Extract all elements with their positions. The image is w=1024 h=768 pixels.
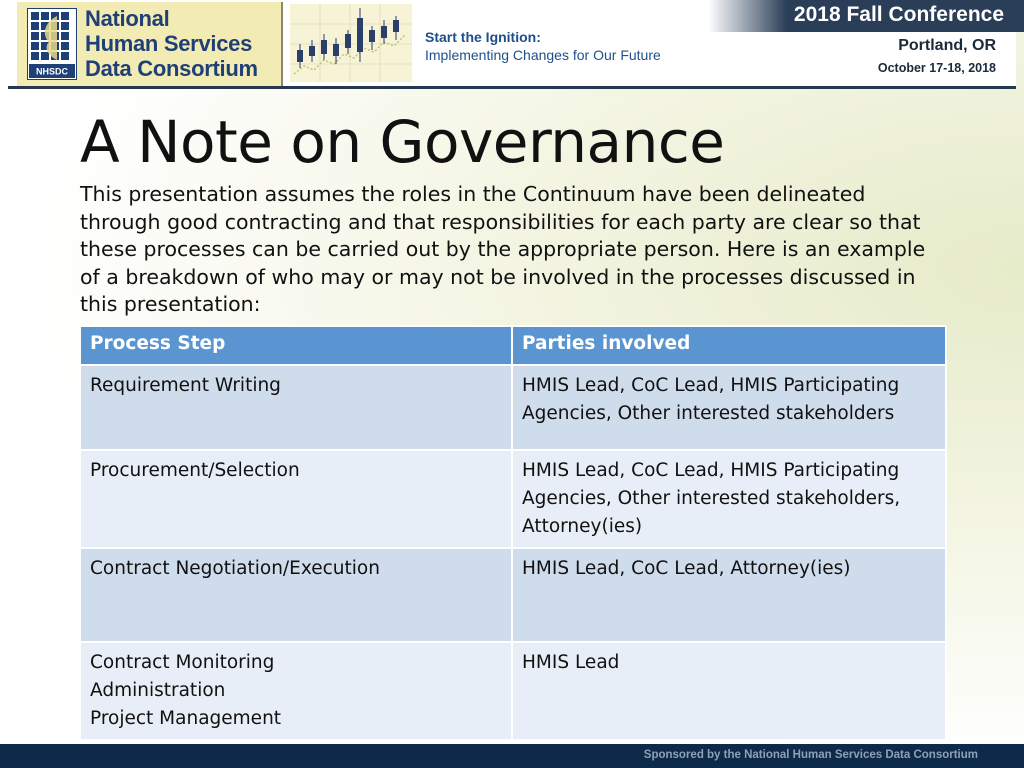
sponsor-footer: [0, 744, 1024, 768]
process-step-text: Project Management: [90, 708, 282, 729]
table-row: [80, 450, 946, 548]
parties-involved-cell: HMIS Lead, CoC Lead, HMIS Participating Agencies, Other interested stakeholders, Attorney(ies): [512, 450, 946, 548]
org-name-line: Data Consortium: [85, 56, 258, 81]
process-step-text: Procurement/Selection: [90, 460, 300, 481]
process-step-cell: [80, 365, 512, 450]
parties-involved-cell: HMIS Lead, CoC Lead, Attorney(ies): [512, 548, 946, 642]
conference-title-band: [708, 0, 1024, 32]
slide-intro-text: This presentation assumes the roles in the Continuum have been delineated through good contracting and that responsibilities for each party are clear so that these processes can be carried out by the appropriate person. Here is an example of a breakdown of who may or may not be involved in the processes discussed in this presentation:: [80, 182, 926, 316]
conference-title: 2018 Fall Conference: [793, 3, 1004, 26]
process-step-cell: [80, 548, 512, 642]
process-step-text: Contract Monitoring: [90, 652, 275, 673]
column-header-process-step: Process Step: [80, 326, 512, 365]
column-header-parties-involved: Parties involved: [512, 326, 946, 365]
conference-banner: [8, 0, 1016, 89]
org-name-line: National: [85, 6, 170, 31]
conference-location: Portland, OR: [898, 37, 996, 54]
tagline-subheading: Implementing Changes for Our Future: [425, 47, 661, 63]
governance-table: [79, 325, 947, 741]
org-name: [85, 6, 285, 81]
table-header-row: [80, 326, 946, 365]
table-row: [80, 365, 946, 450]
org-name-line: Human Services: [85, 31, 252, 56]
slide-title: A Note on Governance: [80, 108, 725, 176]
tagline-heading: Start the Ignition:: [425, 29, 541, 45]
process-step-text: Administration: [90, 680, 226, 701]
nhsdc-logo: [17, 2, 283, 86]
conference-dates: October 17-18, 2018: [877, 61, 996, 75]
table-row: [80, 548, 946, 642]
conference-tagline: [425, 28, 661, 64]
parties-involved-cell: HMIS Lead: [512, 642, 946, 740]
process-step-text: Contract Negotiation/Execution: [90, 558, 380, 579]
table-row: [80, 642, 946, 740]
nhsdc-logo-icon: [27, 8, 77, 80]
parties-involved-cell: HMIS Lead, CoC Lead, HMIS Participating Agencies, Other interested stakeholders: [512, 365, 946, 450]
sponsor-text: Sponsored by the National Human Services Data Consortium: [643, 749, 978, 761]
process-step-text: Requirement Writing: [90, 375, 281, 396]
process-step-cell: [80, 642, 512, 740]
logo-initials: NHSDC: [35, 66, 69, 77]
process-step-cell: [80, 450, 512, 548]
candlestick-chart-graphic: [290, 4, 412, 82]
